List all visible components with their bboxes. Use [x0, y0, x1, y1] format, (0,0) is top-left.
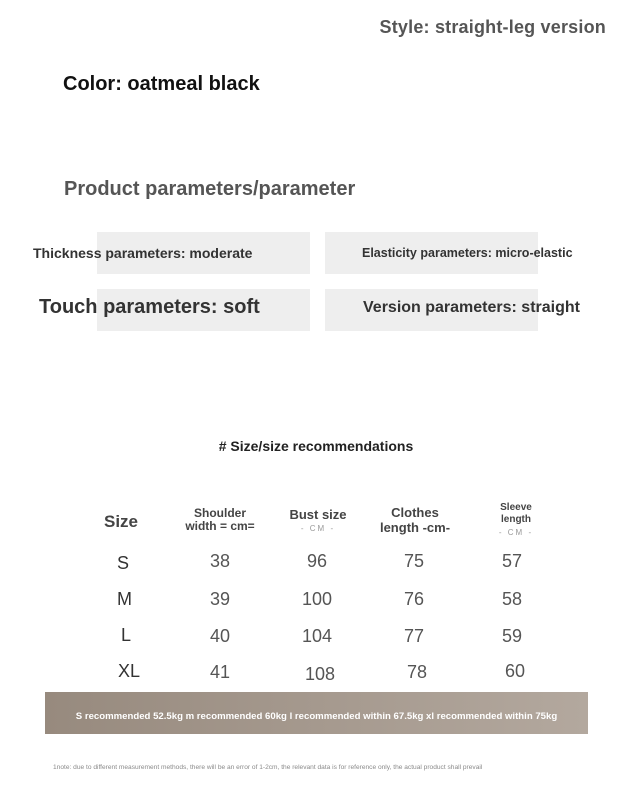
size-xl-length: 78 — [406, 662, 428, 682]
weight-recommendation: S recommended 52.5kg m recommended 60kg l recommended within 67.5kg xl recommended within 75kg — [75, 711, 558, 722]
size-m-sleeve: 58 — [501, 589, 523, 609]
size-m-shoulder: 39 — [209, 589, 231, 609]
elasticity-parameter: Elasticity parameters: micro-elastic — [362, 246, 573, 260]
size-l-sleeve: 59 — [501, 626, 523, 646]
size-s-shoulder: 38 — [209, 551, 231, 571]
style-label: Style: straight-leg version — [379, 17, 606, 37]
size-column-header: Size — [104, 512, 139, 531]
size-s-bust: 96 — [306, 551, 328, 571]
size-m-length: 76 — [403, 589, 425, 609]
size-m-label: M — [117, 589, 132, 609]
size-s-label: S — [117, 553, 130, 573]
shoulder-column-header — [170, 507, 270, 533]
bust-column-header — [272, 507, 364, 533]
touch-parameter: Touch parameters: soft — [39, 296, 260, 318]
size-l-bust: 104 — [301, 626, 333, 646]
version-parameter: Version parameters: straight — [363, 299, 580, 316]
clothes-header-line2: length -cm- — [379, 520, 451, 535]
shoulder-header-line2: width = cm= — [185, 519, 255, 533]
size-l-length: 77 — [403, 626, 425, 646]
color-label: Color: oatmeal black — [63, 73, 260, 95]
bust-header-unit: - CM - — [300, 524, 336, 533]
size-s-sleeve: 57 — [501, 551, 523, 571]
sleeve-header-unit: - CM - — [498, 528, 534, 537]
size-xl-shoulder: 41 — [209, 662, 231, 682]
size-xl-sleeve: 60 — [504, 661, 526, 681]
sleeve-length-column-header — [486, 502, 546, 539]
measurement-note: 1note: due to different measurement methods, there will be an error of 1-2cm, the relevant data is for reference only, the actual product shall prevail — [53, 764, 483, 771]
clothes-header-line1: Clothes — [391, 505, 439, 520]
clothes-length-column-header — [365, 505, 465, 535]
size-m-bust: 100 — [301, 589, 333, 609]
shoulder-header-line1: Shoulder — [193, 506, 246, 520]
parameters-heading: Product parameters/parameter — [64, 178, 356, 200]
size-s-length: 75 — [403, 551, 425, 571]
thickness-parameter: Thickness parameters: moderate — [33, 245, 253, 261]
size-heading: # Size/size recommendations — [218, 438, 414, 454]
size-xl-label: XL — [118, 661, 141, 681]
size-l-shoulder: 40 — [209, 626, 231, 646]
size-xl-bust: 108 — [304, 664, 336, 684]
size-l-label: L — [121, 625, 132, 645]
sleeve-header-line2: length — [501, 514, 531, 525]
bust-header-label: Bust size — [289, 507, 347, 522]
sleeve-header-line1: Sleeve — [500, 502, 532, 513]
